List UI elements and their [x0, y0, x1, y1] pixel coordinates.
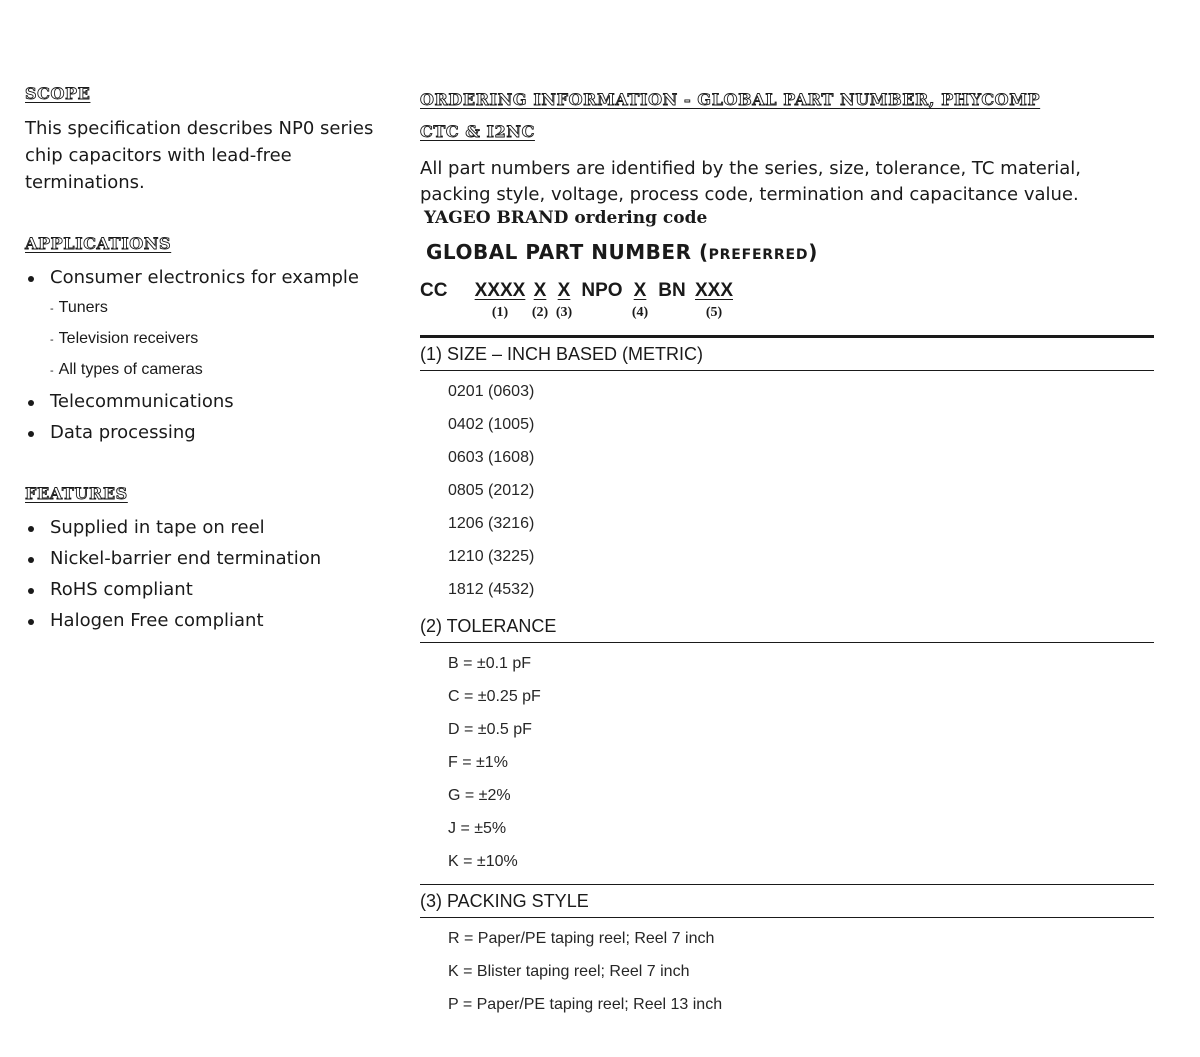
scope-heading: SCOPE	[25, 84, 91, 103]
list-item: 0603 (1608)	[448, 449, 535, 466]
index-label: (5)	[705, 305, 723, 320]
dash-marker: -	[50, 365, 54, 377]
part-number-code	[420, 280, 1154, 302]
scope-section	[25, 84, 375, 196]
index-label: (3)	[555, 305, 573, 320]
bullet-icon	[28, 557, 34, 563]
feature-item: Nickel-barrier end termination	[50, 548, 322, 569]
applications-sub-list	[25, 295, 375, 384]
feature-item: RoHS compliant	[50, 579, 193, 600]
list-item: 0201 (0603)	[448, 383, 535, 400]
index-label	[420, 305, 472, 327]
ordering-heading-line1: ORDERING INFORMATION - GLOBAL PART NUMBER, PHYCOMP	[420, 90, 1041, 109]
size-list	[420, 371, 1154, 610]
tolerance-list	[420, 643, 1154, 882]
sub-item: All types of cameras	[58, 361, 203, 378]
bullet-icon	[28, 276, 34, 282]
list-item	[25, 546, 375, 572]
code-packing: X	[557, 280, 571, 301]
list-item	[25, 577, 375, 603]
gpn-title-close: )	[808, 240, 818, 264]
index-label	[652, 305, 692, 327]
list-item	[25, 515, 375, 541]
ordering-intro: All part numbers are identified by the series, size, tolerance, TC material, packing style, voltage, process code, termination and capacitance value.	[420, 158, 1082, 205]
applications-heading: APPLICATIONS	[25, 234, 172, 253]
index-label: (4)	[631, 305, 649, 320]
list-item	[25, 326, 375, 353]
application-item: Consumer electronics for example	[50, 267, 359, 288]
ordering-heading	[420, 84, 1154, 148]
code-capacitance: XXX	[694, 280, 734, 301]
list-item: D = ±0.5 pF	[448, 721, 532, 738]
size-title: (1) SIZE – INCH BASED (METRIC)	[420, 338, 1154, 371]
list-item: 0805 (2012)	[448, 482, 535, 499]
dash-marker: -	[50, 334, 54, 346]
features-section	[25, 484, 375, 634]
applications-list	[25, 265, 375, 446]
gpn-title-text: GLOBAL PART NUMBER (	[426, 240, 709, 264]
part-number-index	[420, 305, 1154, 327]
list-item	[25, 357, 375, 384]
code-tc-material: NPO	[581, 280, 623, 301]
global-part-number-title	[426, 240, 1154, 264]
code-voltage: X	[633, 280, 647, 301]
right-column	[420, 84, 1154, 1025]
tolerance-title: (2) TOLERANCE	[420, 610, 1154, 643]
list-item	[25, 389, 375, 415]
brand-ordering-code: YAGEO BRAND ordering code	[424, 208, 708, 228]
code-size: XXXX	[474, 280, 526, 301]
index-label: (1)	[491, 305, 509, 320]
list-item: F = ±1%	[448, 754, 508, 771]
feature-item: Supplied in tape on reel	[50, 517, 265, 538]
packing-list	[420, 918, 1154, 1025]
features-heading: FEATURES	[25, 484, 128, 503]
features-list	[25, 515, 375, 634]
application-item: Telecommunications	[50, 391, 234, 412]
scope-text: This specification describes NP0 series chip capacitors with lead-free terminations.	[25, 118, 374, 193]
code-series: CC	[420, 280, 448, 301]
left-column	[25, 84, 375, 672]
index-label	[576, 305, 628, 327]
list-item: C = ±0.25 pF	[448, 688, 541, 705]
code-tolerance: X	[533, 280, 547, 301]
sub-item: Television receivers	[58, 330, 199, 347]
code-process-termination: BN	[658, 280, 686, 301]
list-item: K = ±10%	[448, 853, 518, 870]
bullet-icon	[28, 588, 34, 594]
gpn-title-preferred: PREFERRED	[708, 247, 809, 263]
list-item	[25, 265, 375, 384]
list-item	[25, 295, 375, 322]
list-item: K = Blister taping reel; Reel 7 inch	[448, 963, 690, 980]
list-item	[25, 420, 375, 446]
list-item: 0402 (1005)	[448, 416, 535, 433]
packing-title: (3) PACKING STYLE	[420, 885, 1154, 918]
bullet-icon	[28, 400, 34, 406]
list-item: 1206 (3216)	[448, 515, 535, 532]
application-item: Data processing	[50, 422, 196, 443]
list-item: B = ±0.1 pF	[448, 655, 532, 672]
bullet-icon	[28, 526, 34, 532]
list-item: 1210 (3225)	[448, 548, 535, 565]
bullet-icon	[28, 619, 34, 625]
list-item: G = ±2%	[448, 787, 511, 804]
list-item	[25, 608, 375, 634]
list-item: P = Paper/PE taping reel; Reel 13 inch	[448, 996, 723, 1013]
ordering-heading-line2: CTC & I2NC	[420, 122, 535, 141]
list-item: R = Paper/PE taping reel; Reel 7 inch	[448, 930, 715, 947]
list-item: 1812 (4532)	[448, 581, 535, 598]
index-label: (2)	[531, 305, 549, 320]
sub-item: Tuners	[58, 299, 108, 316]
dash-marker: -	[50, 303, 54, 315]
list-item: J = ±5%	[448, 820, 507, 837]
feature-item: Halogen Free compliant	[50, 610, 264, 631]
applications-section	[25, 234, 375, 446]
bullet-icon	[28, 431, 34, 437]
